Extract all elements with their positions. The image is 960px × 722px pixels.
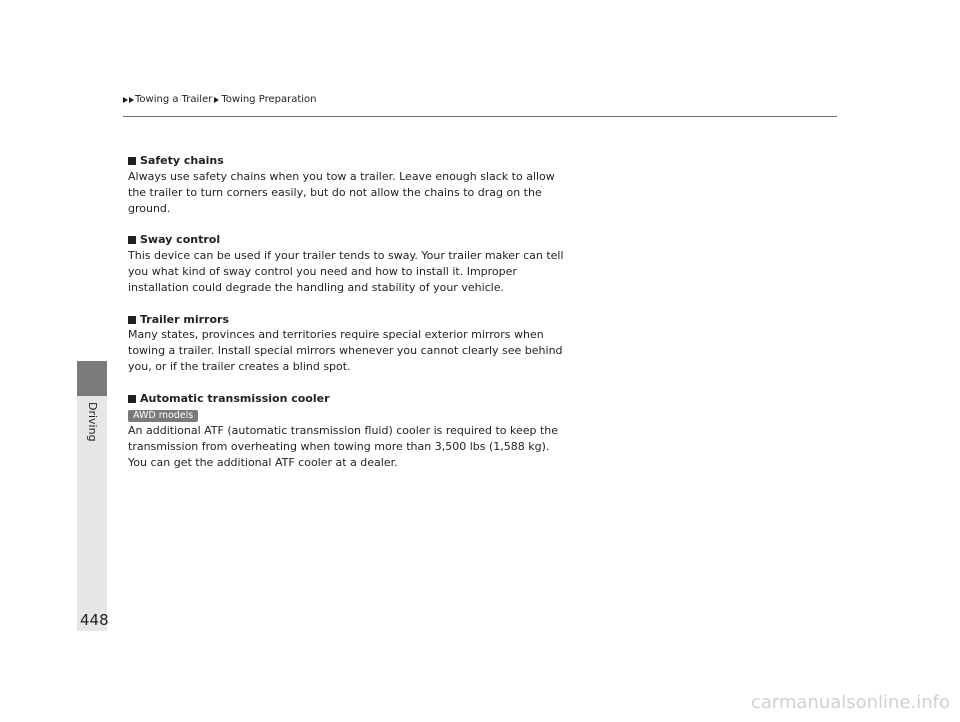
section-heading: [128, 153, 568, 169]
section-heading-text: Automatic transmission cooler: [140, 391, 330, 405]
model-badge: AWD models: [128, 410, 198, 422]
section-heading-text: Trailer mirrors: [140, 312, 230, 326]
watermark: carmanualsonline.info: [750, 692, 950, 713]
section-heading-text: Sway control: [140, 233, 221, 247]
section-trailer-mirrors: [128, 312, 568, 376]
breadcrumb-item-towing-trailer[interactable]: Towing a Trailer: [135, 94, 213, 105]
section-transmission-cooler: [128, 391, 568, 471]
square-bullet-icon: [128, 395, 136, 403]
section-body: This device can be used if your trailer tends to sway. Your trailer maker can tell you what kind of sway control you need and how to install it. Improper installation could degrade the handling and stability of your vehicle.: [128, 249, 564, 294]
section-heading: [128, 232, 568, 248]
page-number: 448: [80, 611, 109, 629]
main-content: [128, 153, 568, 486]
breadcrumb-separator-icon: [214, 97, 219, 103]
square-bullet-icon: [128, 157, 136, 165]
section-safety-chains: [128, 153, 568, 217]
section-heading-text: Safety chains: [140, 154, 224, 167]
section-heading: [128, 312, 568, 328]
breadcrumb: [123, 93, 316, 106]
section-tab-marker: [77, 361, 107, 396]
section-sway-control: [128, 232, 568, 296]
section-heading: [128, 391, 568, 407]
breadcrumb-arrow-icon: [129, 97, 134, 103]
section-body: Always use safety chains when you tow a trailer. Leave enough slack to allow the trailer to turn corners easily, but do not allow the chains to drag on the ground.: [128, 169, 555, 215]
header-divider: [123, 116, 837, 117]
square-bullet-icon: [128, 316, 136, 324]
section-tab-label[interactable]: Driving: [86, 402, 99, 442]
breadcrumb-arrow-icon: [123, 97, 128, 103]
square-bullet-icon: [128, 236, 136, 244]
section-body: An additional ATF (automatic transmission fluid) cooler is required to keep the transmission from overheating when towing more than 3,500 lbs (1,588 kg). You can get the additional ATF cooler at a dealer.: [128, 423, 559, 469]
breadcrumb-item-towing-preparation[interactable]: Towing Preparation: [221, 94, 317, 105]
section-body: Many states, provinces and territories require special exterior mirrors when towing a trailer. Install special mirrors whenever you cannot clearly see behind you, or if the trailer creates a blind spot.: [128, 328, 563, 374]
